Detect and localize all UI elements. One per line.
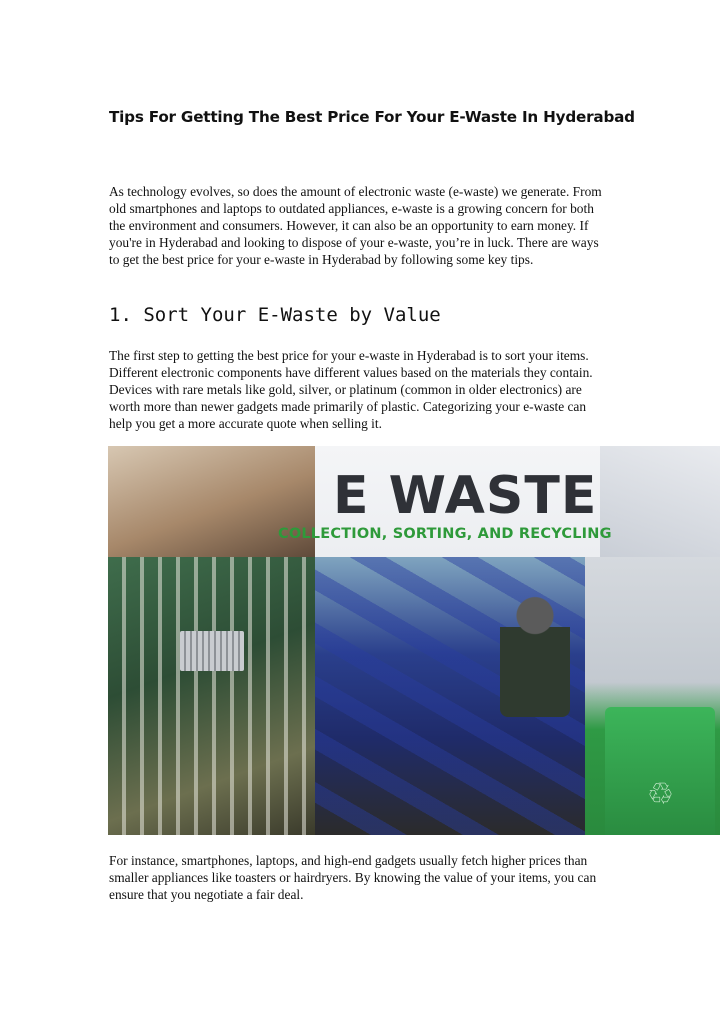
section-paragraph: The first step to getting the best price for your e-waste in Hyderabad is to sort your items. Different electronic components have different values based on the materials they contain. Devices with rare metals like gold, silver, or platinum (common in older electronics) are worth more than newer gadgets made primarily of plastic. Categorizing your e-waste can help you get a more accurate quote when selling it. [109,348,593,431]
page-title: Tips For Getting The Best Price For Your E-Waste In Hyderabad [109,108,635,126]
intro-paragraph: As technology evolves, so does the amount of electronic waste (e-waste) we generate. From old smartphones and laptops to outdated appliances, e-waste is a growing concern for both the environment and consumers. However, it can also be an opportunity to earn money. If you're in Hyderabad and looking to dispose of your e-waste, you’re in luck. There are ways to get the best price for your e-waste in Hyderabad by following some key tips. [109,184,602,267]
green-bin [605,707,715,835]
ewaste-image [108,446,720,835]
circuit-board-photo [108,557,315,835]
worker-figure [500,587,570,717]
banner-photo-right [600,446,720,557]
banner-title: E WASTE [333,466,598,526]
image-banner [108,446,720,557]
sorting-bins-photo [315,557,585,835]
closing-paragraph: For instance, smartphones, laptops, and high-end gadgets usually fetch higher prices than smaller appliances like toasters or hairdryers. By knowing the value of your items, you can ensure that you negotiate a fair deal. [109,853,597,902]
recycling-bin-photo [585,557,720,835]
heatsink-shape [180,631,244,671]
section-heading: 1. Sort Your E-Waste by Value [109,304,441,326]
recycle-icon: ♲ [647,777,674,812]
banner-subtitle: COLLECTION, SORTING, AND RECYCLING [278,526,612,542]
